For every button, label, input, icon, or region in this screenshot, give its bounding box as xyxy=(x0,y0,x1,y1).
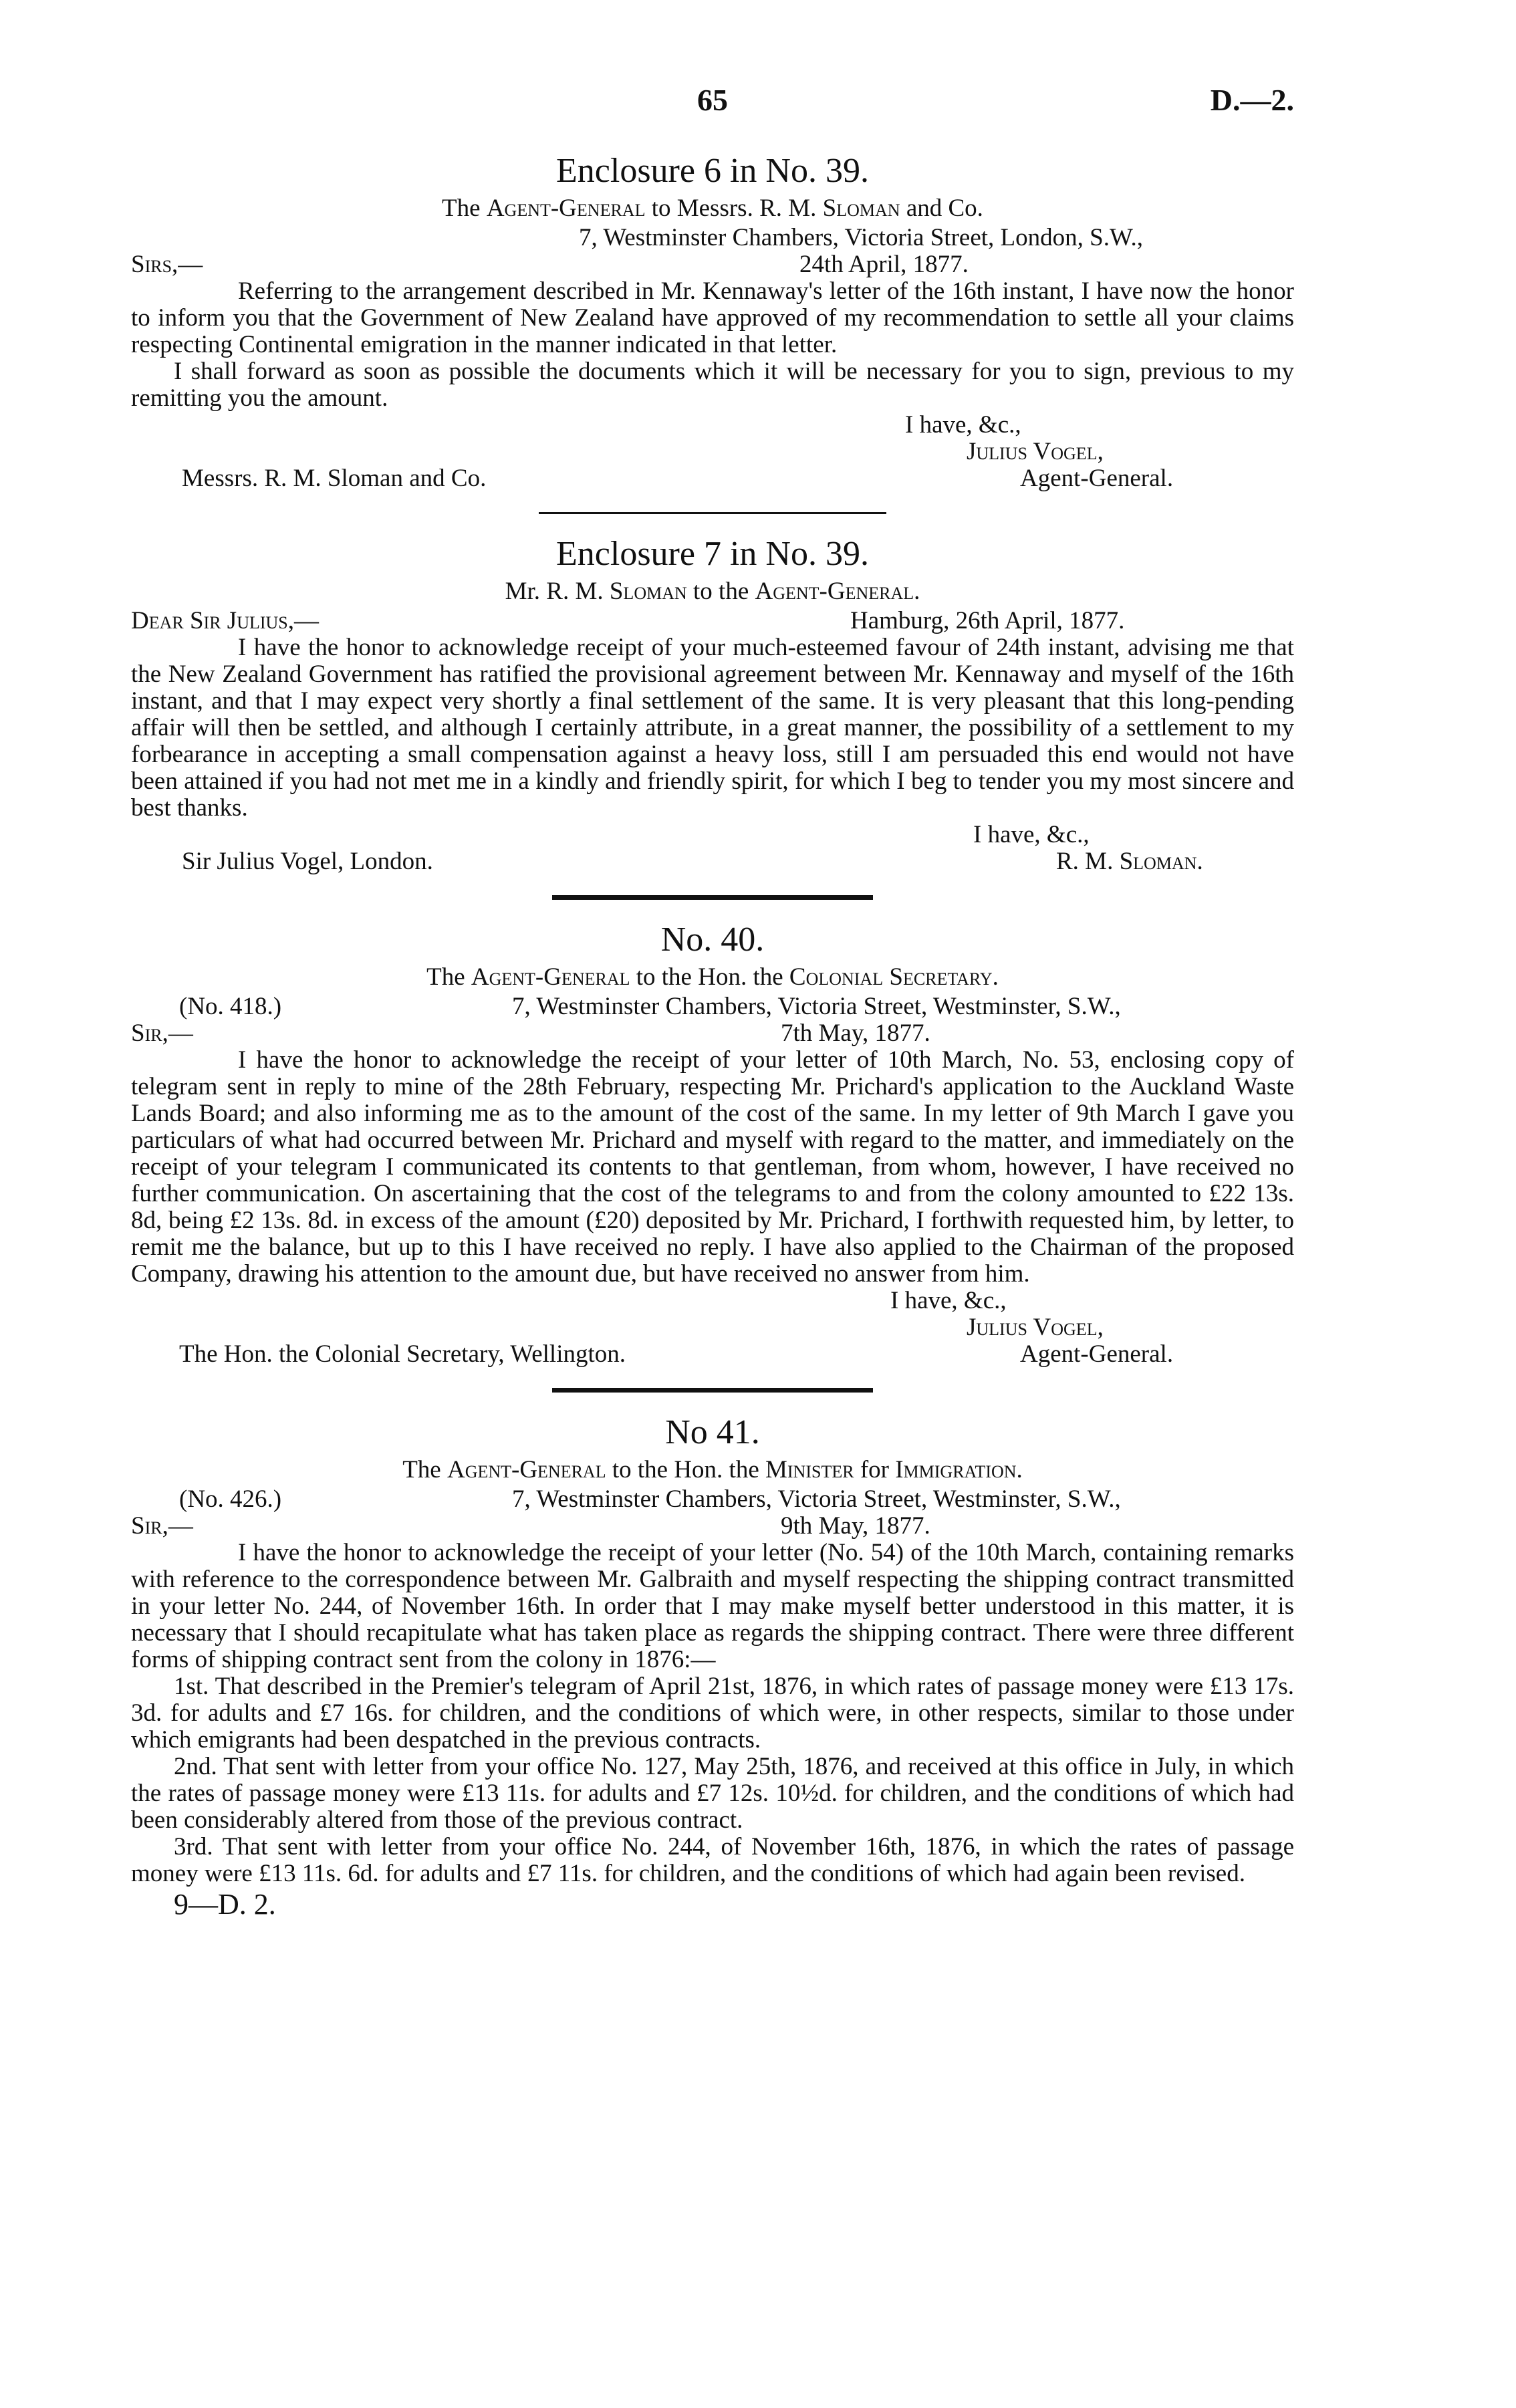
section-divider xyxy=(539,512,886,514)
signer-name: R. M. Sloman. xyxy=(1056,848,1203,875)
document-page xyxy=(131,83,1294,1921)
letter-date: 9th May, 1877. xyxy=(781,1512,930,1540)
signer-name: Julius Vogel, xyxy=(967,1314,1104,1341)
salutation: Sirs,— xyxy=(131,251,203,278)
recipient: Sir Julius Vogel, London. xyxy=(182,848,433,875)
letter-41-subtitle xyxy=(131,1457,1294,1483)
letter-paragraph: I have the honor to acknowledge the receipt of your letter of 10th March, No. 53, enclosing copy of telegram sent in reply to mine of the 28th February, respecting Mr. Prichard's application to the Auckland Waste Lands Board; and also informing me as to the amount of the cost of the same. In my letter of 9th March I gave you particulars of what had occurred between Mr. Prichard and myself with regard to the matter, and immediately on the receipt of your telegram I communicated its contents to that gentleman, from whom, however, I have received no further communication. On ascertaining that the cost of the telegrams to and from the colony amounted to £22 13s. 8d, being £2 13s. 8d. in excess of the amount (£20) deposited by Mr. Prichard, I forthwith requested him, by letter, to remit me the balance, but up to this I have received no reply. I have also applied to the Chairman of the proposed Company, drawing his attention to the amount due, but have received no answer from him. xyxy=(131,1046,1294,1288)
list-item: 3rd. That sent with letter from your office No. 244, of November 16th, 1876, in which the rates of passage money were £13 11s. 6d. for adults and £7 11s. for children, and the conditions of which had again been revised. xyxy=(131,1833,1294,1887)
letter-no-41 xyxy=(131,1413,1294,1887)
signer-name: Julius Vogel, xyxy=(967,438,1104,465)
subtitle-part: Agent-General xyxy=(447,1456,606,1483)
sender-address: 7, Westminster Chambers, Victoria Street, London, S.W., xyxy=(579,224,1143,251)
enclosure-6-subtitle xyxy=(131,195,1294,222)
subtitle-part: and Co. xyxy=(906,195,983,222)
signer-title: Agent-General. xyxy=(1020,1340,1174,1368)
signer-title: Agent-General. xyxy=(1020,465,1174,492)
subtitle-part: to Messrs. R. M. xyxy=(651,195,817,222)
subtitle-part: The xyxy=(402,1456,441,1483)
section-divider xyxy=(552,895,873,900)
list-item: 1st. That described in the Premier's telegram of April 21st, 1876, in which rates of passage money were £13 17s. 3d. for adults and £7 16s. for children, and the conditions of which were, in other respects, similar to those under which emigrants had been despatched in the previous contracts. xyxy=(131,1673,1294,1754)
signature-mark: 9—D. 2. xyxy=(174,1888,276,1921)
salutation: Dear Sir Julius,— xyxy=(131,607,319,634)
subtitle-part: Minister xyxy=(765,1456,854,1483)
page-header xyxy=(131,83,1294,147)
enclosure-7-title: Enclosure 7 in No. 39. xyxy=(556,535,869,573)
subtitle-part: to the Hon. the xyxy=(636,963,783,991)
enclosure-6-title: Enclosure 6 in No. 39. xyxy=(556,152,869,190)
page-number: 65 xyxy=(697,83,728,117)
subtitle-part: Mr. R. M. xyxy=(505,578,604,605)
closing: I have, &c., xyxy=(973,821,1090,848)
letter-40-subtitle xyxy=(131,964,1294,991)
subtitle-part: for xyxy=(860,1456,889,1483)
letter-paragraph: I have the honor to acknowledge the receipt of your letter (No. 54) of the 10th March, containing remarks with reference to the correspondence between Mr. Galbraith and myself respecting the shipping contract transmitted in your letter No. 244, of November 16th. In order that I may make myself better understood in this matter, it is necessary that I should recapitulate what has taken place as regards the shipping contract. There were three different forms of shipping contract sent from the colony in 1876:— xyxy=(131,1539,1294,1673)
enclosure-7 xyxy=(131,534,1294,875)
section-divider xyxy=(552,1388,873,1393)
document-id: D.—2. xyxy=(1210,83,1294,117)
closing: I have, &c., xyxy=(890,1287,1007,1314)
letter-41-title: No 41. xyxy=(665,1413,760,1451)
reference-number: (No. 426.) xyxy=(179,1485,282,1513)
enclosure-7-subtitle xyxy=(131,578,1294,605)
letter-paragraph: Referring to the arrangement described in Mr. Kennaway's letter of the 16th instant, I have now the honor to inform you that the Government of New Zealand have approved of my recommendation to settle all your claims respecting Continental emigration in the manner indicated in that letter. xyxy=(131,277,1294,358)
closing: I have, &c., xyxy=(905,411,1021,439)
subtitle-part: Sloman xyxy=(609,578,687,605)
salutation: Sir,— xyxy=(131,1019,193,1047)
list-item: 2nd. That sent with letter from your office No. 127, May 25th, 1876, and received at this office in July, in which the rates of passage money were £13 11s. for adults and £7 12s. 10½d. for children, and the conditions of which had been considerably altered from those of the previous contract. xyxy=(131,1753,1294,1834)
subtitle-part: to the Hon. the xyxy=(612,1456,759,1483)
subtitle-part: Agent-General xyxy=(486,195,646,222)
sender-address: 7, Westminster Chambers, Victoria Street, Westminster, S.W., xyxy=(512,1485,1121,1513)
subtitle-part: The xyxy=(426,963,465,991)
subtitle-part: The xyxy=(442,195,481,222)
subtitle-part: Immigration. xyxy=(895,1456,1023,1483)
subtitle-part: Colonial Secretary. xyxy=(789,963,999,991)
subtitle-part: to the xyxy=(693,578,749,605)
recipient: The Hon. the Colonial Secretary, Wellington. xyxy=(179,1340,626,1368)
letter-date: 7th May, 1877. xyxy=(781,1019,930,1047)
enclosure-6 xyxy=(131,151,1294,492)
subtitle-part: Agent-General xyxy=(471,963,630,991)
subtitle-part: Agent-General. xyxy=(755,578,920,605)
letter-date: 24th April, 1877. xyxy=(799,251,969,278)
letter-no-40 xyxy=(131,920,1294,1368)
letter-date: Hamburg, 26th April, 1877. xyxy=(850,607,1125,634)
recipient: Messrs. R. M. Sloman and Co. xyxy=(182,465,487,492)
reference-number: (No. 418.) xyxy=(179,993,282,1020)
sender-address: 7, Westminster Chambers, Victoria Street, Westminster, S.W., xyxy=(512,993,1121,1020)
letter-40-title: No. 40. xyxy=(660,921,765,959)
subtitle-part: Sloman xyxy=(822,195,900,222)
letter-paragraph: I have the honor to acknowledge receipt of your much-esteemed favour of 24th instant, advising me that the New Zealand Government has ratified the provisional agreement between Mr. Kennaway and myself of the 16th instant, and that I may expect very shortly a final settlement of the same. It is very pleasant that this long-pending affair will then be settled, and although I certainly attribute, in a great manner, the possibility of a settlement to my forbearance in accepting a small compensation against a heavy loss, still I am persuaded this end would not have been attained if you had not met me in a kindly and friendly spirit, for which I beg to tender you my most sincere and best thanks. xyxy=(131,634,1294,822)
letter-paragraph: I shall forward as soon as possible the documents which it will be necessary for you to sign, previous to my remitting you the amount. xyxy=(131,358,1294,412)
salutation: Sir,— xyxy=(131,1512,193,1540)
